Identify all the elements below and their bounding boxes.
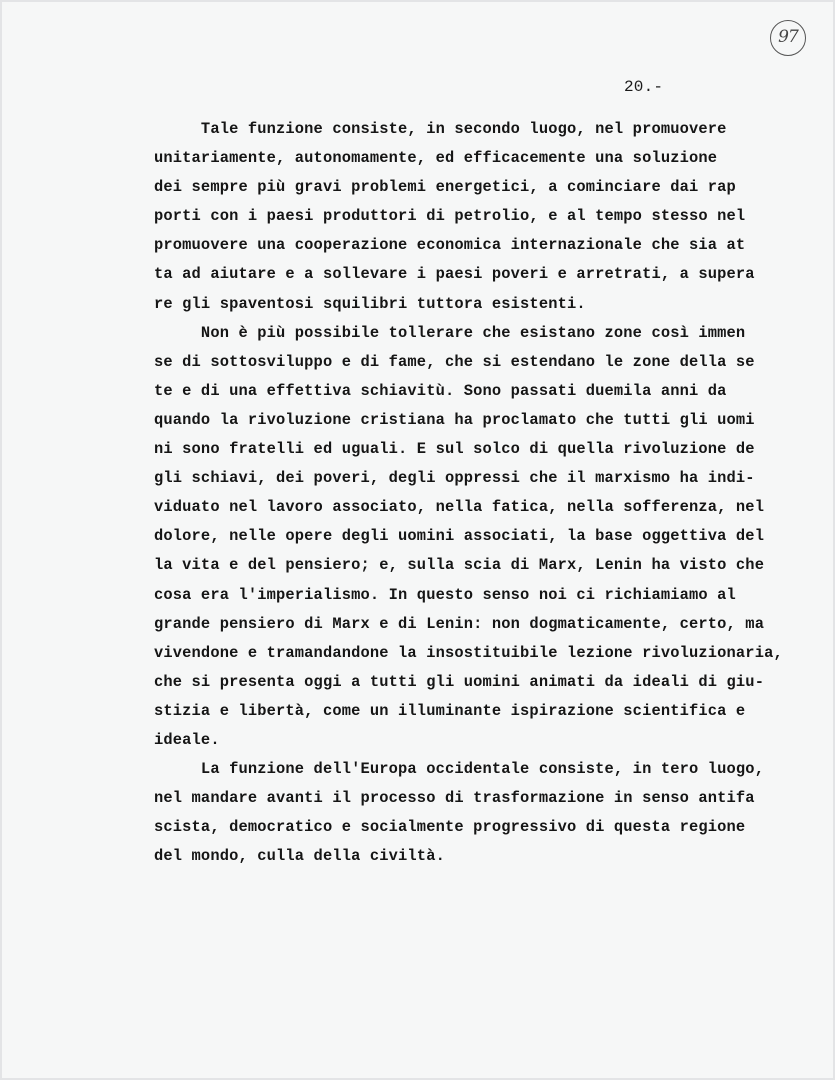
text-line: te e di una effettiva schiavitù. Sono passati duemila anni da — [154, 381, 727, 400]
archive-stamp-number: 97 — [770, 20, 806, 56]
text-line: promuovere una cooperazione economica internazionale che sia at — [154, 236, 746, 255]
text-line: ideale. — [154, 730, 220, 749]
text-line: Non è più possibile tollerare che esistano zone così immen — [154, 323, 746, 342]
text-line: cosa era l'imperialismo. In questo senso noi ci richiamiamo al — [154, 585, 736, 604]
text-line: Tale funzione consiste, in secondo luogo, nel promuovere — [154, 120, 727, 138]
text-line: dei sempre più gravi problemi energetici, a cominciare dai rap — [154, 178, 736, 197]
text-line: che si presenta oggi a tutti gli uomini animati da ideali di giu- — [154, 672, 765, 691]
text-line: dolore, nelle opere degli uomini associati, la base oggettiva del — [154, 527, 765, 546]
text-line: re gli spaventosi squilibri tuttora esistenti. — [154, 294, 586, 313]
text-line: La funzione dell'Europa occidentale consiste, in tero luogo, — [154, 760, 765, 779]
page-number: 20.- — [624, 78, 664, 96]
text-line: nel mandare avanti il processo di trasformazione in senso antifa — [154, 789, 755, 808]
text-line: grande pensiero di Marx e di Lenin: non dogmaticamente, certo, ma — [154, 614, 765, 633]
text-line: gli schiavi, dei poveri, degli oppressi che il marxismo ha indi- — [154, 469, 755, 488]
text-line: ni sono fratelli ed uguali. E sul solco di quella rivoluzione de — [154, 440, 755, 459]
text-line: porti con i paesi produttori di petrolio, e al tempo stesso nel — [154, 207, 746, 226]
text-line: la vita e del pensiero; e, sulla scia di Marx, Lenin ha visto che — [154, 556, 765, 575]
text-line: viduato nel lavoro associato, nella fatica, nella sofferenza, nel — [154, 498, 765, 517]
text-line: se di sottosviluppo e di fame, che si estendano le zone della se — [154, 352, 755, 371]
text-line: stizia e libertà, come un illuminante ispirazione scientifica e — [154, 701, 746, 720]
text-line: unitariamente, autonomamente, ed efficacemente una soluzione — [154, 149, 718, 168]
text-line: ta ad aiutare e a sollevare i paesi poveri e arretrati, a supera — [154, 265, 755, 284]
body-text — [154, 115, 814, 871]
text-line: quando la rivoluzione cristiana ha proclamato che tutti gli uomi — [154, 410, 755, 429]
text-line: del mondo, culla della civiltà. — [154, 847, 445, 866]
text-line: vivendone e tramandandone la insostituibile lezione rivoluzionaria, — [154, 643, 783, 662]
text-line: scista, democratico e socialmente progressivo di questa regione — [154, 818, 746, 837]
